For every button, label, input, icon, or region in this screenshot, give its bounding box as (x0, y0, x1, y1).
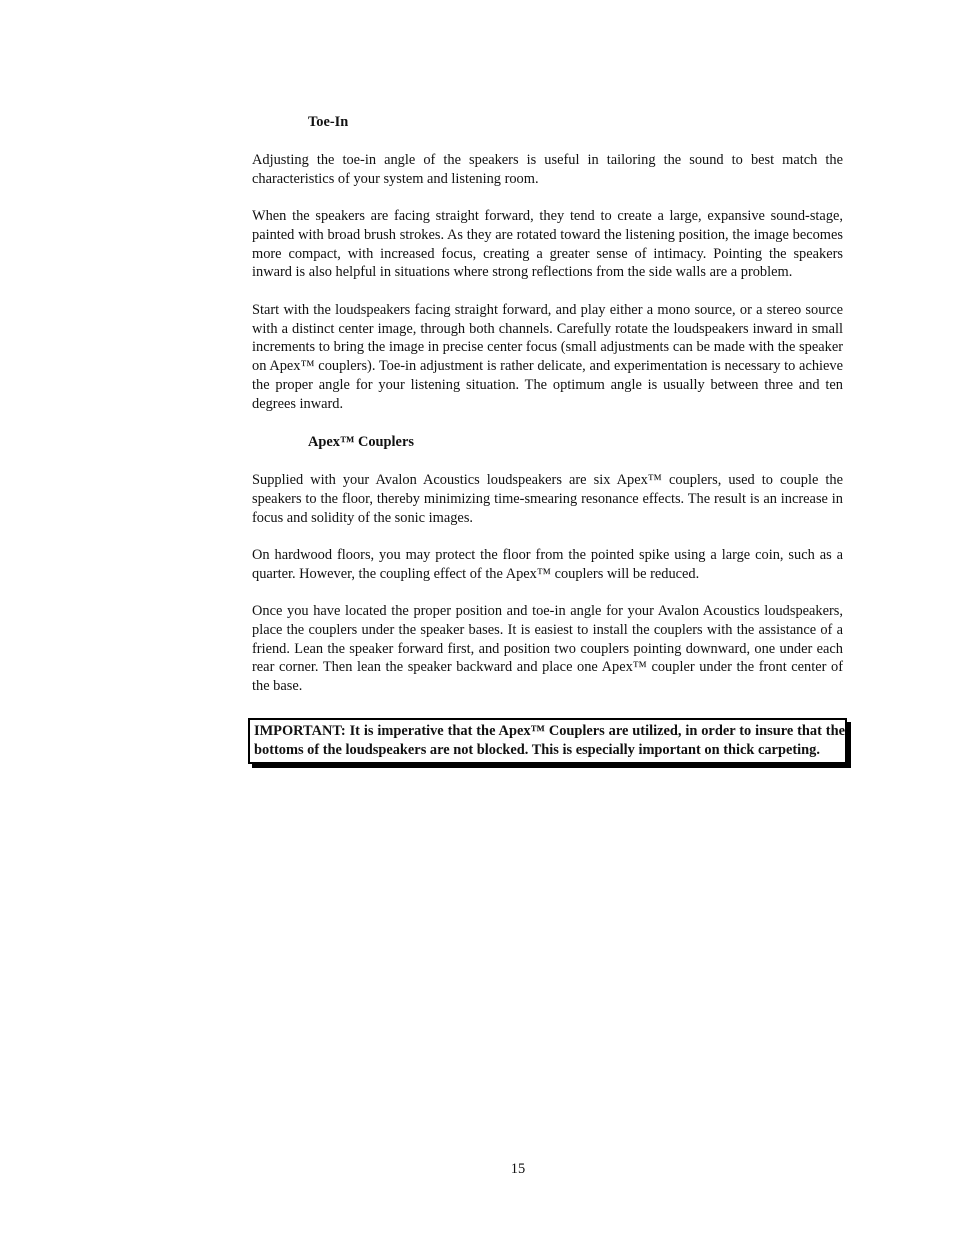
page-number: 15 (510, 1161, 526, 1177)
apex-couplers-section (252, 432, 843, 696)
toe-in-section (252, 112, 843, 414)
paragraph: When the speakers are facing straight forward, they tend to create a large, expansive sound-stage, painted with broad brush strokes. As they are rotated toward the listening position, the image becomes more compact, with increased focus, creating a greater sense of intimacy. Pointing the speakers inward is also helpful in situations where strong reflections from the side walls are a problem. (252, 208, 843, 281)
section-heading-apex-couplers: Apex™ Couplers (308, 434, 414, 451)
important-notice-box: IMPORTANT: It is imperative that the Apex™ Couplers are utilized, in order to insure that the bottoms of the loudspeakers are not blocked. This is especially important on thick carpeting. (248, 718, 847, 764)
paragraph: Start with the loudspeakers facing straight forward, and play either a mono source, or a stereo source with a distinct center image, through both channels. Carefully rotate the loudspeakers inward in small increments to bring the image in precise center focus (small adjustments can be made with the speaker on Apex™ couplers). Toe-in adjustment is rather delicate, and experimentation is necessary to achieve the proper angle for your listening situation. The optimum angle is usually between three and ten degrees inward. (252, 301, 843, 412)
paragraph: On hardwood floors, you may protect the floor from the pointed spike using a large coin, such as a quarter. However, the coupling effect of the Apex™ couplers will be reduced. (252, 546, 843, 582)
page-content (252, 112, 843, 764)
paragraph: Adjusting the toe-in angle of the speakers is useful in tailoring the sound to best match the characteristics of your system and listening room. (252, 152, 843, 187)
section-heading-toe-in: Toe-In (308, 114, 349, 130)
paragraph: Supplied with your Avalon Acoustics loudspeakers are six Apex™ couplers, used to couple the speakers to the floor, thereby minimizing time-smearing resonance effects. The result is an increase in focus and solidity of the sonic images. (252, 472, 843, 526)
paragraph: Once you have located the proper position and toe-in angle for your Avalon Acoustics loudspeakers, place the couplers under the speaker bases. It is easiest to install the couplers with the assistance of a friend. Lean the speaker forward first, and position two couplers pointing downward, one under each rear corner. Then lean the speaker backward and place one Apex™ coupler under the front center of the base. (252, 603, 843, 695)
